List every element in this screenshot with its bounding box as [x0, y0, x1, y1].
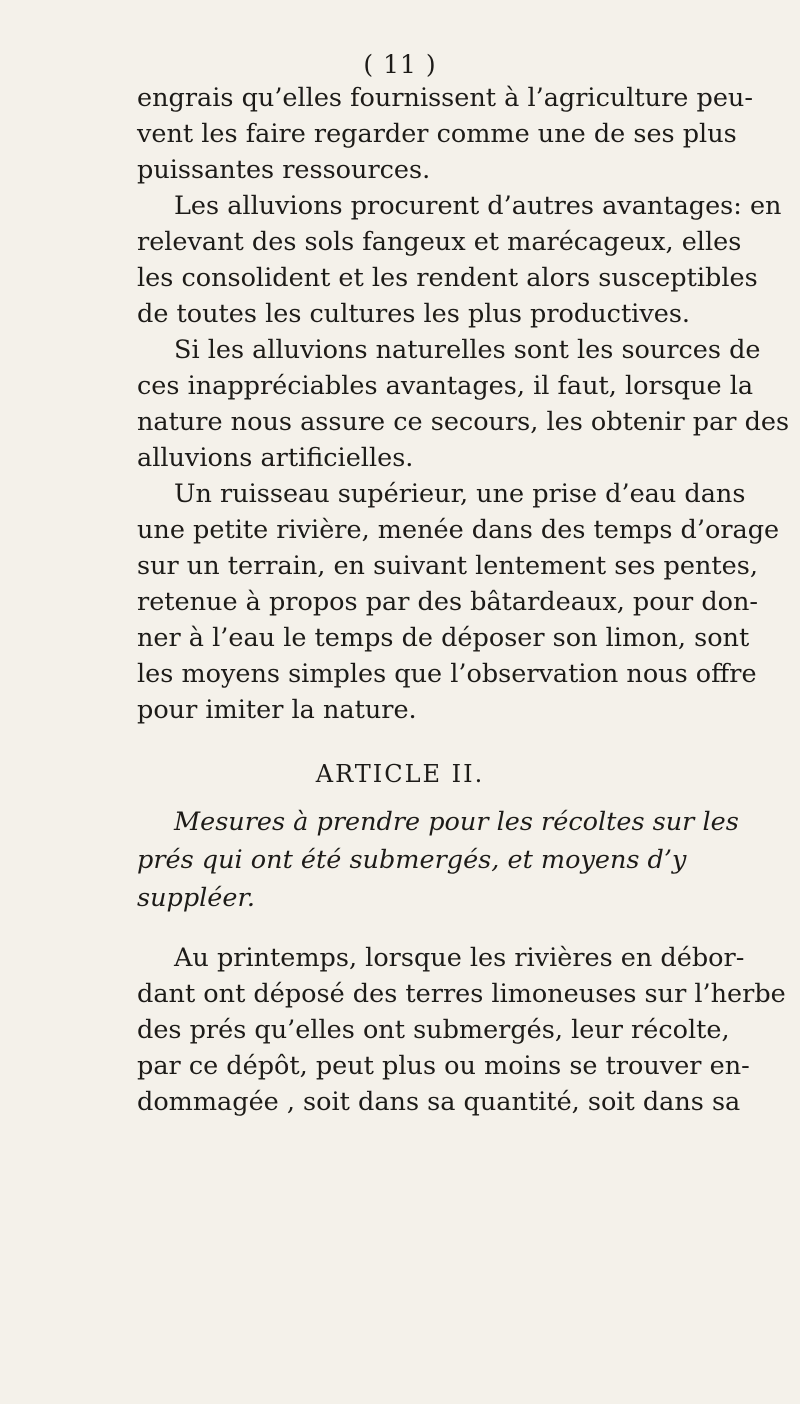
text-line: retenue à propos par des bâtardeaux, pour don- [137, 587, 759, 617]
text-line: Au printemps, lorsque les rivières en débor- [174, 943, 745, 973]
text-line: Un ruisseau supérieur, une prise d’eau dans [174, 479, 746, 509]
article-subtitle-line: suppléer. [137, 883, 255, 913]
page-number: ( 11 ) [363, 50, 437, 79]
text-line: les moyens simples que l’observation nous offre [137, 659, 757, 689]
text-line: une petite rivière, menée dans des temps d’orage [137, 515, 780, 545]
text-line: relevant des sols fangeux et marécageux, elles [137, 227, 742, 257]
text-line: engrais qu’elles fournissent à l’agriculture peu- [137, 83, 753, 113]
text-line: de toutes les cultures les plus productives. [137, 299, 691, 329]
text-line: les consolident et les rendent alors susceptibles [137, 263, 758, 293]
text-line: Les alluvions procurent d’autres avantages: en [174, 191, 782, 221]
article-heading: ARTICLE II. [315, 760, 485, 788]
text-line: sur un terrain, en suivant lentement ses pentes, [137, 551, 758, 581]
text-line: Si les alluvions naturelles sont les sources de [174, 335, 761, 365]
text-line: vent les faire regarder comme une de ses plus [137, 119, 737, 149]
text-line: par ce dépôt, peut plus ou moins se trouver en- [137, 1051, 750, 1081]
text-line: pour imiter la nature. [137, 695, 417, 725]
text-line: dant ont déposé des terres limoneuses sur l’herbe [137, 979, 786, 1009]
text-line: nature nous assure ce secours, les obtenir par des [137, 407, 790, 437]
text-line: ner à l’eau le temps de déposer son limon, sont [137, 623, 750, 653]
text-line: des prés qu’elles ont submergés, leur récolte, [137, 1015, 730, 1045]
text-line: puissantes ressources. [137, 155, 431, 185]
text-line: alluvions artificielles. [137, 443, 414, 473]
article-subtitle-line: prés qui ont été submergés, et moyens d’y [137, 845, 687, 875]
article-subtitle-line: Mesures à prendre pour les récoltes sur les [174, 807, 739, 837]
text-line: dommagée , soit dans sa quantité, soit dans sa [137, 1087, 741, 1117]
text-line: ces inappréciables avantages, il faut, lorsque la [137, 371, 754, 401]
